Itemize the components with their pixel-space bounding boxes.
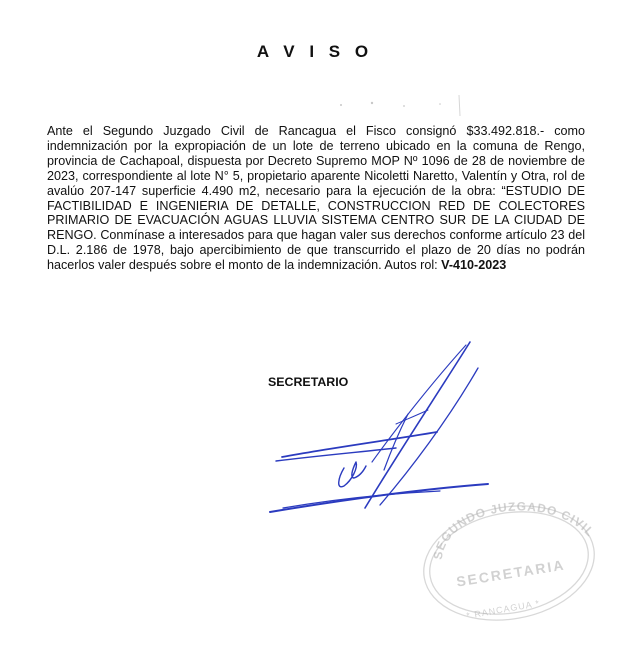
stamp-top-text: SEGUNDO JUZGADO CIVIL [430, 499, 598, 561]
stamp-bottom-text: * RANCAGUA * [465, 598, 541, 621]
notice-body-text: Ante el Segundo Juzgado Civil de Rancagua el Fisco consignó $33.492.818.- como indemnización por la expropiación de un lote de terreno ubicado en la comuna de Rengo, provincia de Cachapoal, dispuesta por Decreto Supremo MOP Nº 1096 de 28 de noviembre de 2023, correspondiente al lote N° 5, propietario aparente Nicoletti Naretto, Valentín y Otra, rol de avalúo 207-147 superficie 4.490 m2, necesario para la ejecución de la obra: “ESTUDIO DE FACTIBILIDAD E INGENIERIA DE DETALLE, CONSTRUCCION RED DE COLECTORES PRIMARIO DE EVACUACIÓN AGUAS LLUVIA SISTEMA CENTRO SUR DE LA CIUDAD DE RENGO. Conmínase a interesados para que hagan valer sus derechos conforme artículo 23 del D.L. 2.186 de 1978, bajo apercibimiento de que transcurrido el plazo de 20 días no podrán hacerlos valer después sobre el monto de la indemnización. Autos rol: [47, 124, 585, 273]
stamp-middle-text: SECRETARIA [455, 556, 567, 590]
document-title: A V I S O [256, 42, 374, 61]
signer-label: SECRETARIO [268, 375, 349, 389]
case-rol: V-410-2023 [441, 258, 507, 273]
